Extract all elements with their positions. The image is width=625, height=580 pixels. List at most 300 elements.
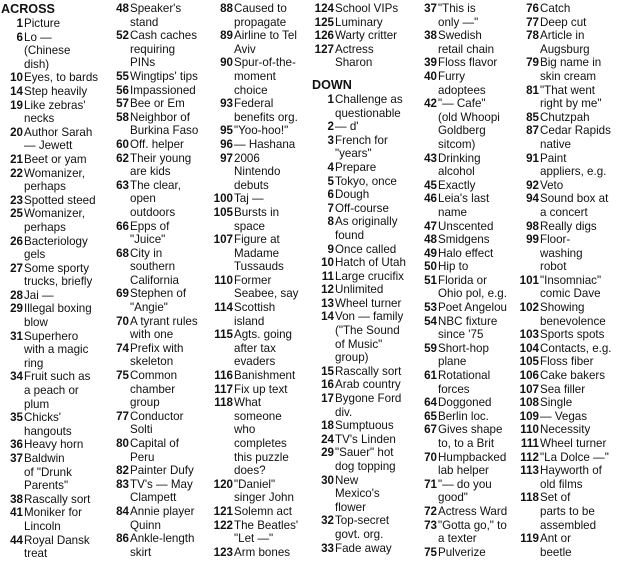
clue-text: "This is only —" — [438, 2, 479, 29]
clue-text: Exactly — [438, 178, 476, 192]
clue-text: Picture — [24, 17, 61, 30]
clue-number: 111 — [520, 437, 539, 450]
clue-entry — [517, 84, 624, 111]
clue-number: 34 — [10, 370, 23, 384]
clue-number: 101 — [519, 273, 539, 287]
clue-entry — [517, 491, 624, 532]
clue-number: 70 — [424, 450, 437, 464]
clue-entry — [517, 328, 624, 342]
clue-number: 26 — [10, 234, 23, 248]
clue-entry — [107, 315, 208, 342]
clue-entry — [312, 474, 412, 515]
clue-entry — [312, 188, 412, 202]
clue-number: 118 — [520, 491, 539, 505]
clue-number: 92 — [526, 178, 539, 192]
clue-number: 2 — [327, 120, 334, 134]
clue-number: 64 — [424, 396, 437, 410]
clue-text: Leia's last name — [438, 192, 490, 219]
clue-entry — [415, 274, 514, 301]
clue-text: Baldwin of "Drunk Parents" — [24, 452, 72, 493]
clue-entry — [211, 505, 309, 519]
clue-number: 110 — [520, 423, 539, 437]
clue-text: Fix up text — [234, 382, 288, 396]
clue-text: Bee or Em — [130, 97, 185, 111]
clue-entry — [211, 29, 309, 56]
clue-entry — [415, 546, 514, 560]
clue-number: 56 — [116, 83, 129, 97]
clue-text: Smidgens — [438, 233, 490, 247]
clue-number: 75 — [424, 545, 437, 559]
clue-text: Federal benefits org. — [234, 97, 298, 124]
clue-text: Off-course — [335, 201, 389, 215]
clue-entry — [1, 99, 104, 126]
clue-entry — [312, 270, 412, 284]
clue-text: Paint appliers, e.g. — [540, 151, 607, 179]
clue-number: 5 — [327, 174, 334, 188]
clue-entry — [107, 29, 208, 70]
clue-number: 77 — [116, 409, 129, 423]
clue-text: Large crucifix — [335, 269, 404, 283]
clue-number: 9 — [327, 242, 334, 256]
clue-text: French for "years" — [335, 133, 388, 161]
clue-entry — [517, 423, 624, 437]
clue-entry — [211, 301, 309, 328]
clue-number: 110 — [214, 273, 233, 287]
clue-text: Catch — [540, 2, 571, 15]
clue-number: 43 — [424, 151, 437, 165]
clue-entry — [211, 97, 309, 124]
clue-number: 84 — [116, 504, 129, 518]
clue-number: 99 — [526, 233, 539, 247]
clue-entry — [517, 2, 624, 16]
clue-text: A tyrant rules with one — [130, 314, 198, 342]
clue-text: Cash caches requiring PINs — [130, 29, 198, 70]
clue-text: Eyes, to bards — [24, 71, 99, 85]
clue-entry — [415, 478, 514, 505]
clue-text: Spur-of-the- moment choice — [234, 56, 296, 97]
clue-entry — [312, 161, 412, 175]
clue-entry — [1, 438, 104, 452]
clue-text: Humpbacked lab helper — [438, 450, 507, 478]
clue-entry — [312, 134, 412, 161]
clue-number: 3 — [327, 133, 334, 147]
clue-text: Luminary — [335, 15, 383, 29]
clue-text: Tokyo, once — [335, 174, 397, 188]
clue-number: 17 — [321, 392, 334, 406]
clue-number: 102 — [519, 301, 539, 315]
clue-text: Hatch of Utah — [335, 256, 406, 270]
clue-entry — [415, 56, 514, 70]
clue-number: 62 — [116, 151, 129, 165]
clue-entry — [211, 2, 309, 29]
clue-text: Swedish retail chain — [438, 29, 495, 56]
clue-text: Rascally sort — [335, 364, 402, 378]
clue-entry — [517, 192, 624, 219]
clue-number: 8 — [327, 215, 334, 229]
clue-entry — [211, 519, 309, 546]
clue-number: 50 — [424, 260, 437, 274]
clue-entry — [312, 419, 412, 433]
clue-number: 70 — [116, 314, 129, 328]
clue-number: 15 — [321, 364, 334, 378]
clue-entry — [312, 16, 412, 30]
clue-number: 107 — [519, 382, 539, 396]
clue-number: 117 — [214, 382, 233, 396]
clue-text: Furry adoptees — [438, 69, 486, 97]
clue-number: 83 — [116, 477, 129, 491]
clue-number: 57 — [116, 97, 129, 111]
clue-entry — [107, 70, 208, 84]
clue-number: 97 — [220, 151, 233, 165]
clue-entry — [415, 179, 514, 193]
clue-number: 109 — [519, 409, 539, 423]
clue-text: Ankle-length skirt — [130, 532, 195, 559]
clue-entry — [107, 2, 208, 29]
clue-number: 108 — [519, 396, 539, 410]
clue-entry — [517, 464, 624, 491]
clue-entry — [312, 446, 412, 473]
clue-number: 74 — [116, 341, 129, 355]
across-heading: ACROSS — [1, 2, 55, 16]
clue-text: TV's Linden — [335, 432, 396, 446]
clue-text: Their young are kids — [130, 151, 192, 179]
clue-entry — [211, 233, 309, 274]
clue-entry — [107, 342, 208, 369]
clue-text: What someone who completes this puzzle does? — [234, 396, 289, 478]
clue-text: Former Seabee, say — [234, 273, 299, 301]
clue-text: Florida or Ohio pol, e.g. — [438, 273, 507, 301]
clue-entry — [312, 283, 412, 297]
clue-entry — [517, 220, 624, 234]
clue-text: Illegal boxing blow — [24, 302, 92, 330]
clue-text: New Mexico's flower — [335, 473, 380, 514]
clue-text: Floss flavor — [438, 56, 498, 70]
clue-entry — [415, 396, 514, 410]
clue-text: Annie player Quinn — [130, 504, 195, 532]
clue-entry — [107, 247, 208, 288]
clue-entry — [517, 396, 624, 410]
clue-number: 125 — [314, 15, 334, 29]
clue-number: 120 — [213, 477, 233, 491]
clue-number: 14 — [10, 84, 23, 98]
clue-text: Floss fiber — [540, 355, 594, 369]
clue-entry — [517, 451, 624, 465]
clue-entry — [312, 378, 412, 392]
clue-number: 89 — [220, 29, 233, 43]
clue-entry — [312, 2, 412, 16]
clue-number: 60 — [116, 137, 129, 151]
clue-text: Doggoned — [438, 396, 492, 410]
clue-number: 41 — [10, 506, 23, 520]
clue-number: 29 — [10, 302, 23, 316]
clue-text: Sea filler — [540, 382, 586, 396]
clue-text: "— do you good" — [438, 477, 492, 505]
clue-number: 21 — [10, 152, 23, 166]
clue-entry — [1, 31, 104, 72]
clue-entry — [107, 179, 208, 220]
clue-entry — [415, 423, 514, 450]
clue-text: Rotational forces — [438, 369, 491, 396]
clue-number: 76 — [526, 2, 539, 15]
clue-number: 72 — [424, 504, 437, 518]
clue-text: Short-hop plane — [438, 341, 489, 369]
clue-number: 73 — [424, 518, 437, 532]
clue-text: Dough — [335, 188, 370, 202]
clue-entry — [211, 192, 309, 206]
clue-text: Rascally sort — [24, 492, 91, 506]
clue-number: 68 — [116, 246, 129, 260]
clue-entry — [312, 215, 412, 242]
clue-entry — [107, 138, 208, 152]
clue-number: 127 — [314, 42, 334, 56]
clue-entry — [1, 302, 104, 329]
clue-number: 19 — [10, 98, 23, 112]
clue-number: 118 — [214, 396, 233, 410]
clue-entry — [1, 289, 104, 303]
clue-number: 63 — [116, 178, 129, 192]
clue-number: 6 — [16, 30, 23, 44]
clue-text: Epps of "Juice" — [130, 219, 170, 247]
clue-entry — [312, 29, 412, 43]
clue-number: 39 — [424, 56, 437, 70]
clue-number: 86 — [116, 532, 129, 546]
clue-entry — [1, 85, 104, 99]
clue-text: "Gotta go," to a texter — [438, 518, 507, 546]
clue-text: Sumptuous — [335, 419, 394, 433]
clue-text: Caused to propagate — [234, 2, 287, 29]
clue-text: Single — [540, 396, 573, 410]
clue-entry — [107, 287, 208, 314]
clue-text: 2006 Nintendo debuts — [234, 151, 281, 192]
clue-text: Prefix with skeleton — [130, 341, 184, 369]
clue-text: Drinking alcohol — [438, 151, 481, 179]
clue-number: 87 — [526, 124, 539, 138]
clue-entry — [107, 410, 208, 437]
clue-number: 81 — [526, 83, 539, 97]
clue-text: Capital of Peru — [130, 437, 179, 464]
clue-number: 113 — [520, 464, 539, 478]
clue-number: 47 — [424, 219, 437, 233]
clue-entry — [517, 437, 624, 451]
clue-entry — [1, 493, 104, 507]
clue-entry — [312, 310, 412, 364]
clue-entry — [517, 355, 624, 369]
clue-number: 30 — [321, 473, 334, 487]
clue-number: 54 — [424, 314, 437, 328]
clue-number: 31 — [10, 329, 23, 343]
clue-text: Prepare — [335, 160, 377, 174]
clue-entry — [1, 194, 104, 208]
clue-number: 45 — [424, 178, 437, 192]
clue-entry — [517, 111, 624, 125]
clue-entry — [415, 2, 514, 29]
clue-number: 119 — [520, 532, 539, 546]
clue-entry — [312, 542, 412, 556]
clue-entry — [517, 369, 624, 383]
clue-entry — [517, 29, 624, 56]
clue-number: 61 — [424, 369, 437, 383]
clue-entry — [107, 505, 208, 532]
clue-entry — [517, 16, 624, 30]
clue-text: Big name in skin cream — [540, 56, 602, 83]
clue-number: 48 — [424, 233, 437, 247]
clue-number: 85 — [526, 110, 539, 124]
clue-text: Arab country — [335, 378, 401, 392]
clue-text: Moniker for Lincoln — [24, 506, 82, 533]
clue-number: 105 — [519, 355, 539, 369]
clue-number: 13 — [321, 296, 334, 310]
clue-text: Jai — — [24, 288, 54, 302]
clue-number: 96 — [220, 137, 233, 151]
clue-text: City in southern California — [130, 246, 179, 287]
clue-number: 28 — [10, 288, 23, 302]
clue-entry — [1, 452, 104, 493]
clue-number: 98 — [526, 219, 539, 233]
clue-text: "Sauer" hot dog topping — [335, 446, 396, 473]
clue-number: 88 — [220, 2, 233, 15]
clue-number: 49 — [424, 246, 437, 260]
clue-number: 80 — [116, 437, 129, 450]
clue-entry — [312, 256, 412, 270]
clue-entry — [107, 220, 208, 247]
clue-text: Royal Dansk treat — [24, 533, 90, 561]
clue-text: Like zebras' necks — [24, 98, 86, 126]
clue-entry — [107, 532, 208, 559]
clue-text: Von — family ("The Sound of Music" group) — [335, 310, 404, 365]
clue-entry — [312, 514, 412, 541]
clue-text: Cake bakers — [540, 369, 606, 383]
clue-text: Warty critter — [335, 29, 398, 43]
clue-number: 71 — [424, 477, 437, 491]
clue-entry — [312, 243, 412, 257]
clue-number: 38 — [424, 29, 437, 43]
clue-entry — [1, 262, 104, 289]
clue-entry — [1, 167, 104, 194]
clue-column-5 — [415, 2, 514, 580]
clue-number: 112 — [520, 450, 539, 464]
clue-entry — [1, 126, 104, 153]
clue-text: Halo effect — [438, 246, 494, 260]
clue-entry — [517, 152, 624, 179]
clue-number: 103 — [519, 328, 539, 342]
clue-number: 48 — [116, 2, 129, 15]
clue-text: Banishment — [234, 369, 296, 383]
clue-entry — [517, 233, 624, 274]
clue-entry — [312, 365, 412, 379]
clue-number: 114 — [214, 301, 233, 315]
clue-text: Wingtips' tips — [130, 69, 198, 83]
clue-number: 44 — [10, 533, 23, 547]
clue-text: School VIPs — [335, 2, 399, 15]
clue-number: 58 — [116, 110, 129, 124]
clue-column-4 — [312, 2, 412, 580]
clue-entry — [211, 383, 309, 397]
clue-text: Ant or beetle — [540, 532, 572, 559]
clue-text: Agts. going after tax evaders — [234, 328, 293, 369]
clue-text: "La Dolce —" — [540, 450, 609, 464]
clue-number: 16 — [321, 378, 334, 392]
clue-entry — [517, 383, 624, 397]
clue-entry — [415, 301, 514, 315]
clue-text: Challenge as questionable — [335, 92, 403, 120]
clue-number: 65 — [424, 409, 437, 423]
clue-text: Author Sarah — Jewett — [24, 125, 93, 153]
clue-number: 18 — [321, 419, 334, 433]
clue-text: Sports spots — [540, 328, 605, 342]
clue-text: Gives shape to, to a Brit — [438, 423, 503, 450]
clue-entry — [312, 433, 412, 447]
clue-entry — [312, 93, 412, 120]
clue-number: 7 — [327, 201, 334, 215]
clue-entry — [517, 124, 624, 151]
clue-number: 46 — [424, 192, 437, 206]
clue-number: 107 — [213, 233, 233, 247]
clue-number: 75 — [116, 369, 129, 383]
clue-entry — [1, 207, 104, 234]
clue-text: The clear, open outdoors — [130, 178, 181, 219]
clue-entry — [517, 56, 624, 83]
clue-entry — [415, 369, 514, 396]
clue-number: 115 — [214, 328, 233, 342]
clue-entry — [1, 17, 104, 31]
clue-text: Article in Augsburg — [540, 29, 590, 56]
clue-number: 40 — [424, 69, 437, 83]
clue-entry — [415, 260, 514, 274]
clue-text: Necessity — [540, 423, 591, 437]
clue-text: Impassioned — [130, 83, 196, 97]
clue-number: 6 — [327, 188, 334, 202]
clue-text: Figure at Madame Tussauds — [234, 233, 284, 274]
clue-text: Cedar Rapids native — [540, 124, 611, 151]
clue-entry — [517, 342, 624, 356]
clue-entry — [1, 506, 104, 533]
clue-entry — [211, 369, 309, 383]
clue-text: Chutzpah — [540, 110, 590, 124]
clue-text: Really digs — [540, 219, 597, 233]
clue-entry — [415, 247, 514, 261]
clue-text: Arm bones — [234, 545, 291, 559]
clue-number: 90 — [220, 56, 233, 70]
clue-text: Deep cut — [540, 15, 587, 29]
clue-number: 67 — [424, 423, 437, 437]
clue-text: Neighbor of Burkina Faso — [130, 110, 199, 138]
clue-entry — [211, 274, 309, 301]
clue-number: 93 — [220, 97, 233, 111]
clue-entry — [415, 97, 514, 151]
clue-number: 25 — [10, 207, 23, 221]
clue-number: 59 — [424, 341, 437, 355]
clue-text: "Insomniac" comic Dave — [540, 273, 602, 301]
clue-number: 53 — [424, 301, 437, 315]
clue-entry — [1, 153, 104, 167]
clue-text: Solemn act — [234, 504, 292, 518]
clue-text: Lo — (Chinese dish) — [24, 30, 71, 71]
clue-text: Some sporty trucks, briefly — [24, 261, 93, 289]
clue-text: Common chamber group — [130, 369, 178, 410]
clue-entry — [415, 70, 514, 97]
clue-text: As originally found — [335, 215, 398, 242]
clue-column-6 — [517, 2, 624, 580]
clue-number: 37 — [424, 2, 437, 15]
clue-entry — [211, 546, 309, 560]
clue-number: 91 — [526, 151, 539, 165]
clue-number: 116 — [214, 369, 233, 383]
clue-number: 121 — [213, 504, 233, 518]
clue-number: 29 — [321, 446, 334, 460]
clue-text: "That went right by me" — [540, 83, 602, 111]
clue-number: 51 — [424, 273, 437, 287]
clue-number: 36 — [10, 438, 23, 452]
